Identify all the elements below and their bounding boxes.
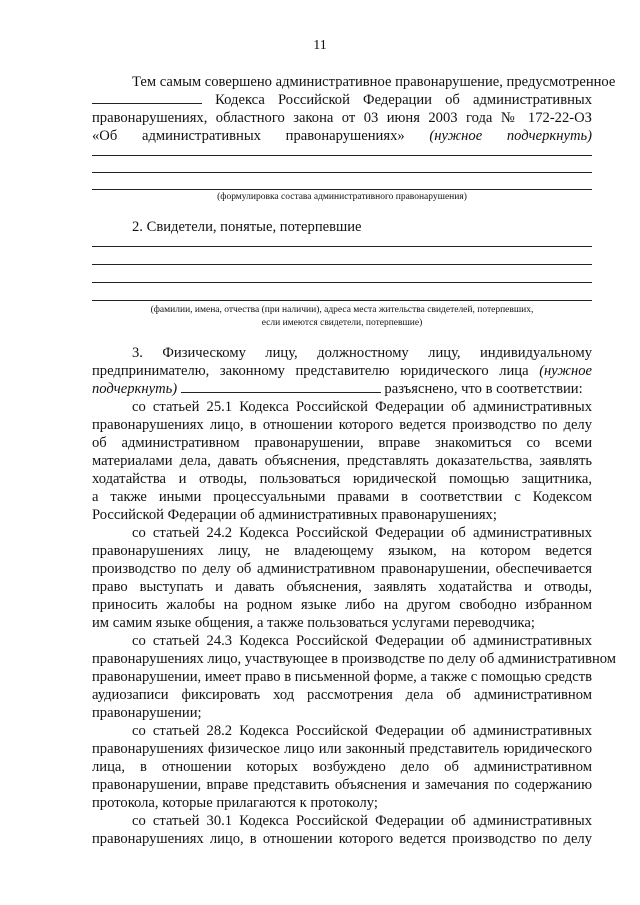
- offense-fill-line-1[interactable]: [92, 155, 592, 156]
- article-paragraph-4-line: правонарушениях физическое лицо или законный представитель юридического: [92, 741, 592, 757]
- offense-fill-line-3[interactable]: [92, 189, 592, 190]
- article-blank[interactable]: [92, 91, 202, 104]
- witnesses-fill-line-4[interactable]: [92, 300, 592, 301]
- offense-line-2-text: Кодекса Российской Федерации об административных: [215, 92, 592, 108]
- article-paragraph-4-line: протокола, которые прилагаются к протоколу;: [92, 795, 378, 811]
- article-paragraph-2-line: им самим языке общения, а также пользоваться услугами переводчика;: [92, 615, 535, 631]
- article-paragraph-5-line: правонарушениях лицо, в отношении которого ведется производство по делу: [92, 831, 592, 847]
- page-number: 11: [313, 38, 327, 53]
- article-paragraph-1-line: со статьей 25.1 Кодекса Российской Федерации об административных: [132, 399, 592, 415]
- article-paragraph-3-line: со статьей 24.3 Кодекса Российской Федерации об административных: [132, 633, 592, 649]
- article-paragraph-2-line: правонарушениях лицу, не владеющему языком, на котором ведется: [92, 543, 592, 559]
- article-paragraph-2-line: производство по делу об административном правонарушении, обеспечивается: [92, 561, 592, 577]
- article-paragraph-4-line: лица, в отношении которых возбуждено дело об административном: [92, 759, 592, 775]
- witnesses-fill-line-1[interactable]: [92, 246, 592, 247]
- rights-line-2-italic: (нужное: [539, 363, 592, 379]
- article-paragraph-1-line: об административном правонарушении, вправе знакомиться со всеми: [92, 435, 592, 451]
- rights-line-2: [92, 362, 592, 380]
- person-blank[interactable]: [181, 380, 381, 393]
- article-paragraph-3-line: правонарушениях лицо, участвующее в производстве по делу об административном: [92, 651, 617, 667]
- witnesses-caption-1: (фамилии, имена, отчества (при наличии), адреса места жительства свидетелей, потерпевших,: [150, 305, 534, 315]
- witnesses-caption-2: если имеются свидетели, потерпевшие): [261, 318, 423, 328]
- witnesses-fill-line-2[interactable]: [92, 264, 592, 265]
- article-paragraph-4-line: со статьей 28.2 Кодекса Российской Федерации об административных: [132, 723, 592, 739]
- witnesses-fill-line-3[interactable]: [92, 282, 592, 283]
- rights-line-1: 3. Физическому лицу, должностному лицу, индивидуальному: [132, 345, 592, 361]
- offense-line-3: правонарушениях, областного закона от 03 июня 2003 года № 172-22-ОЗ: [92, 110, 592, 126]
- witnesses-heading: 2. Свидетели, понятые, потерпевшие: [132, 219, 362, 235]
- rights-line-3-italic: подчеркнуть): [92, 381, 178, 397]
- offense-line-2: [92, 91, 592, 109]
- offense-fill-line-2[interactable]: [92, 172, 592, 173]
- offense-caption: (формулировка состава административного правонарушения): [217, 192, 467, 202]
- underline-instruction: (нужное подчеркнуть): [429, 128, 592, 144]
- article-paragraph-2-line: со статьей 24.2 Кодекса Российской Федерации об административных: [132, 525, 592, 541]
- article-paragraph-5-line: со статьей 30.1 Кодекса Российской Федерации об административных: [132, 813, 592, 829]
- offense-line-1: Тем самым совершено административное правонарушение, предусмотренное: [132, 74, 616, 90]
- article-paragraph-1-line: материалами дела, давать объяснения, представлять доказательства, заявлять: [92, 453, 592, 469]
- article-paragraph-4-line: правонарушении, вправе представить объяснения и замечания по содержанию: [92, 777, 592, 793]
- offense-line-4: [92, 127, 592, 145]
- article-paragraph-3-line: правонарушении, имеет право в письменной форме, а также с помощью средств: [92, 669, 592, 685]
- article-paragraph-3-line: аудиозаписи фиксировать ход рассмотрения дела об административном: [92, 687, 592, 703]
- article-paragraph-2-line: право выступать и давать объяснения, заявлять ходатайства и отводы,: [92, 579, 592, 595]
- article-paragraph-1-line: правонарушениях лицо, в отношении которого ведется производство по делу: [92, 417, 592, 433]
- article-paragraph-1-line: Российской Федерации об административных правонарушениях;: [92, 507, 497, 523]
- article-paragraph-1-line: а также иными процессуальными правами в соответствии с Кодексом: [92, 489, 592, 505]
- rights-line-3-text: разъяснено, что в соответствии:: [384, 381, 583, 397]
- rights-line-2-text: предпринимателю, законному представителю юридического лица: [92, 363, 529, 379]
- article-paragraph-2-line: приносить жалобы на родном языке либо на другом свободно избранном: [92, 597, 592, 613]
- offense-line-4-text: «Об административных правонарушениях»: [92, 128, 405, 144]
- rights-line-3: [92, 380, 592, 398]
- article-paragraph-3-line: правонарушении;: [92, 705, 202, 721]
- article-paragraph-1-line: ходатайства и отводы, пользоваться юридической помощью защитника,: [92, 471, 592, 487]
